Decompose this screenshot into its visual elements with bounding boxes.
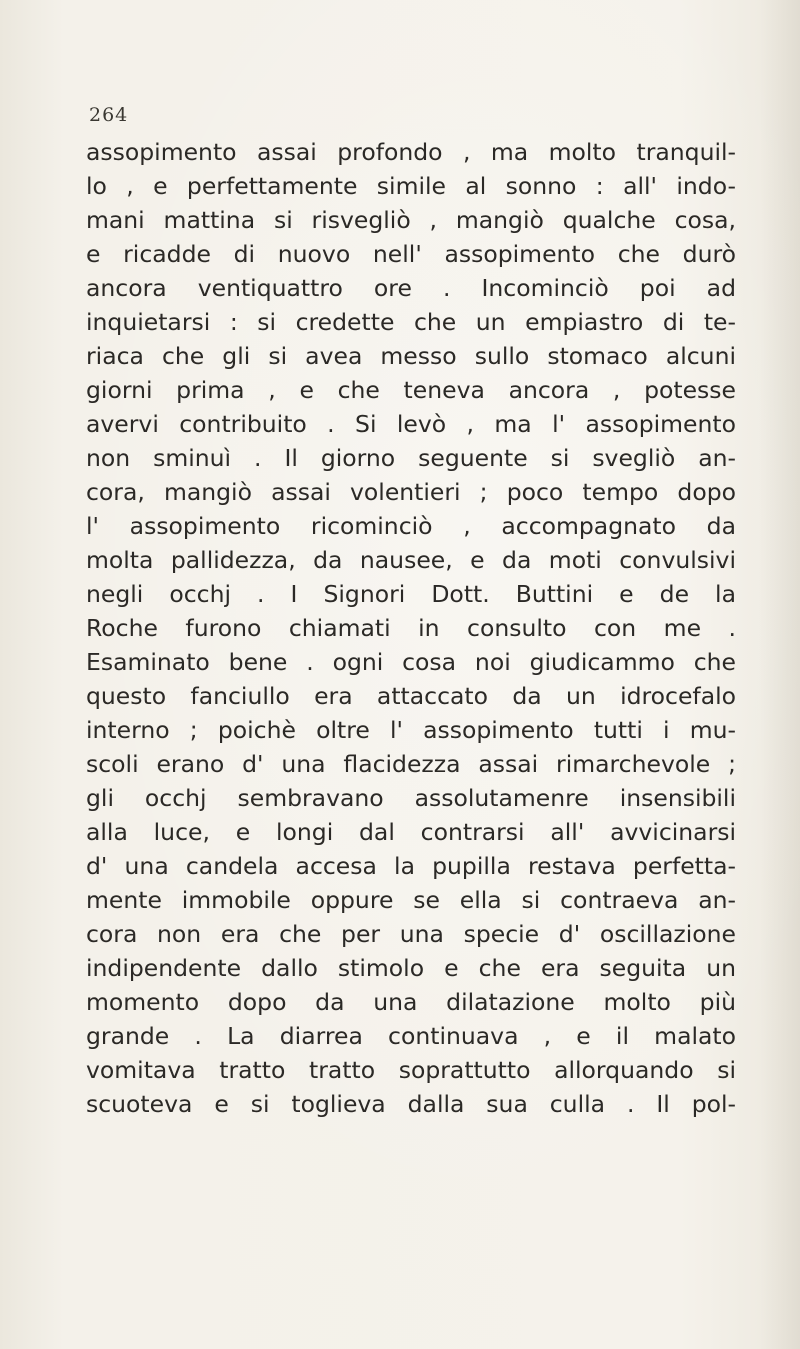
page-number: 264 [89, 104, 129, 126]
text-line: alla luce, e longi dal contrarsi all' avvicinarsi [86, 818, 736, 846]
text-line: d' una candela accesa la pupilla restava perfetta- [86, 852, 736, 880]
text-line: lo , e perfettamente simile al sonno : all' indo- [86, 172, 736, 200]
text-line: questo fanciullo era attaccato da un idrocefalo [86, 682, 736, 710]
text-line: grande . La diarrea continuava , e il malato [86, 1022, 736, 1050]
text-line: vomitava tratto tratto soprattutto allorquando si [86, 1056, 736, 1084]
page-edge-shadow [760, 0, 800, 1349]
text-line: interno ; poichè oltre l' assopimento tutti i mu- [86, 716, 736, 744]
text-line: indipendente dallo stimolo e che era seguita un [86, 954, 736, 982]
text-line: avervi contribuito . Si levò , ma l' assopimento [86, 410, 736, 438]
text-line: negli occhj . I Signori Dott. Buttini e de la [86, 580, 736, 608]
text-line: e ricadde di nuovo nell' assopimento che durò [86, 240, 736, 268]
text-line: cora non era che per una specie d' oscillazione [86, 920, 736, 948]
text-line: inquietarsi : si credette che un empiastro di te- [86, 308, 736, 336]
text-line: scoli erano d' una flacidezza assai rimarchevole ; [86, 750, 736, 778]
text-line: riaca che gli si avea messo sullo stomaco alcuni [86, 342, 736, 370]
text-line: non sminuì . Il giorno seguente si svegliò an- [86, 444, 736, 472]
text-line: Esaminato bene . ogni cosa noi giudicammo che [86, 648, 736, 676]
text-line: molta pallidezza, da nausee, e da moti convulsivi [86, 546, 736, 574]
text-line: giorni prima , e che teneva ancora , potesse [86, 376, 736, 404]
text-line: gli occhj sembravano assolutamenre insensibili [86, 784, 736, 812]
text-line: cora, mangiò assai volentieri ; poco tempo dopo [86, 478, 736, 506]
text-line: momento dopo da una dilatazione molto più [86, 988, 736, 1016]
text-line: mani mattina si risvegliò , mangiò qualche cosa, [86, 206, 736, 234]
text-line: Roche furono chiamati in consulto con me . [86, 614, 736, 642]
text-line: scuoteva e si toglieva dalla sua culla . Il pol- [86, 1090, 736, 1118]
text-line: mente immobile oppure se ella si contraeva an- [86, 886, 736, 914]
text-line: ancora ventiquattro ore . Incominciò poi ad [86, 274, 736, 302]
text-line: assopimento assai profondo , ma molto tranquil- [86, 138, 736, 166]
text-line: l' assopimento ricominciò , accompagnato da [86, 512, 736, 540]
